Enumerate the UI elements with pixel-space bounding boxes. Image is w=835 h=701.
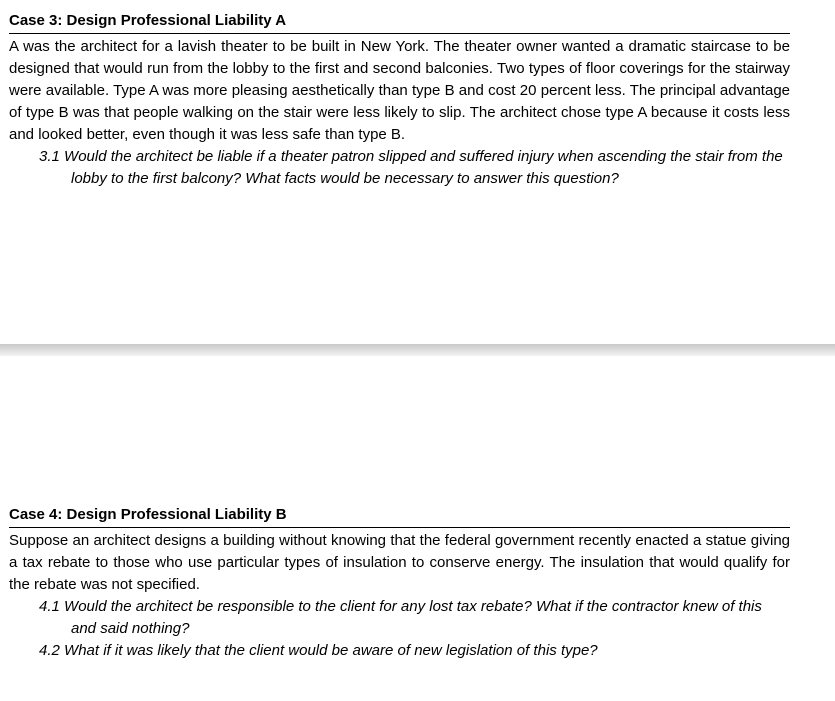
- case-4-body: Suppose an architect designs a building without knowing that the federal government recently enacted a statue giving a tax rebate to those who use particular types of insulation to conserve energy. The insulation that would qualify for the rebate was not specified.: [9, 532, 790, 593]
- document-page-2: [0, 356, 835, 701]
- question-4-1-number: 4.1: [39, 598, 60, 615]
- question-3-1-text: Would the architect be liable if a theater patron slipped and suffered injury when ascending the stair from the lobby to the first balcony? What facts would be necessary to answer this question?: [64, 148, 783, 187]
- case-4-title: Case 4: Design Professional Liability B: [9, 505, 790, 528]
- question-4-1: [9, 596, 790, 640]
- question-3-1: [9, 146, 790, 190]
- case-3-body: A was the architect for a lavish theater to be built in New York. The theater owner wanted a dramatic staircase to be designed that would run from the lobby to the first and second balconies. Two types of floor coverings for the stairway were available. Type A was more pleasing aesthetically than type B and cost 20 percent less. The principal advantage of type B was that people walking on the stair were less likely to slip. The architect chose type A because it costs less and looked better, even though it was less safe than type B.: [9, 38, 790, 143]
- question-3-1-number: 3.1: [39, 148, 60, 165]
- case-4-section: [9, 505, 790, 662]
- case-3-section: [9, 11, 790, 190]
- question-4-2: [9, 640, 790, 662]
- question-4-2-text: What if it was likely that the client would be aware of new legislation of this type?: [64, 642, 598, 659]
- document-page-1: [0, 0, 835, 344]
- case-3-title: Case 3: Design Professional Liability A: [9, 11, 790, 34]
- question-4-1-text: Would the architect be responsible to the client for any lost tax rebate? What if the contractor knew of this and said nothing?: [64, 598, 762, 637]
- question-4-2-number: 4.2: [39, 642, 60, 659]
- page-break: [0, 344, 835, 356]
